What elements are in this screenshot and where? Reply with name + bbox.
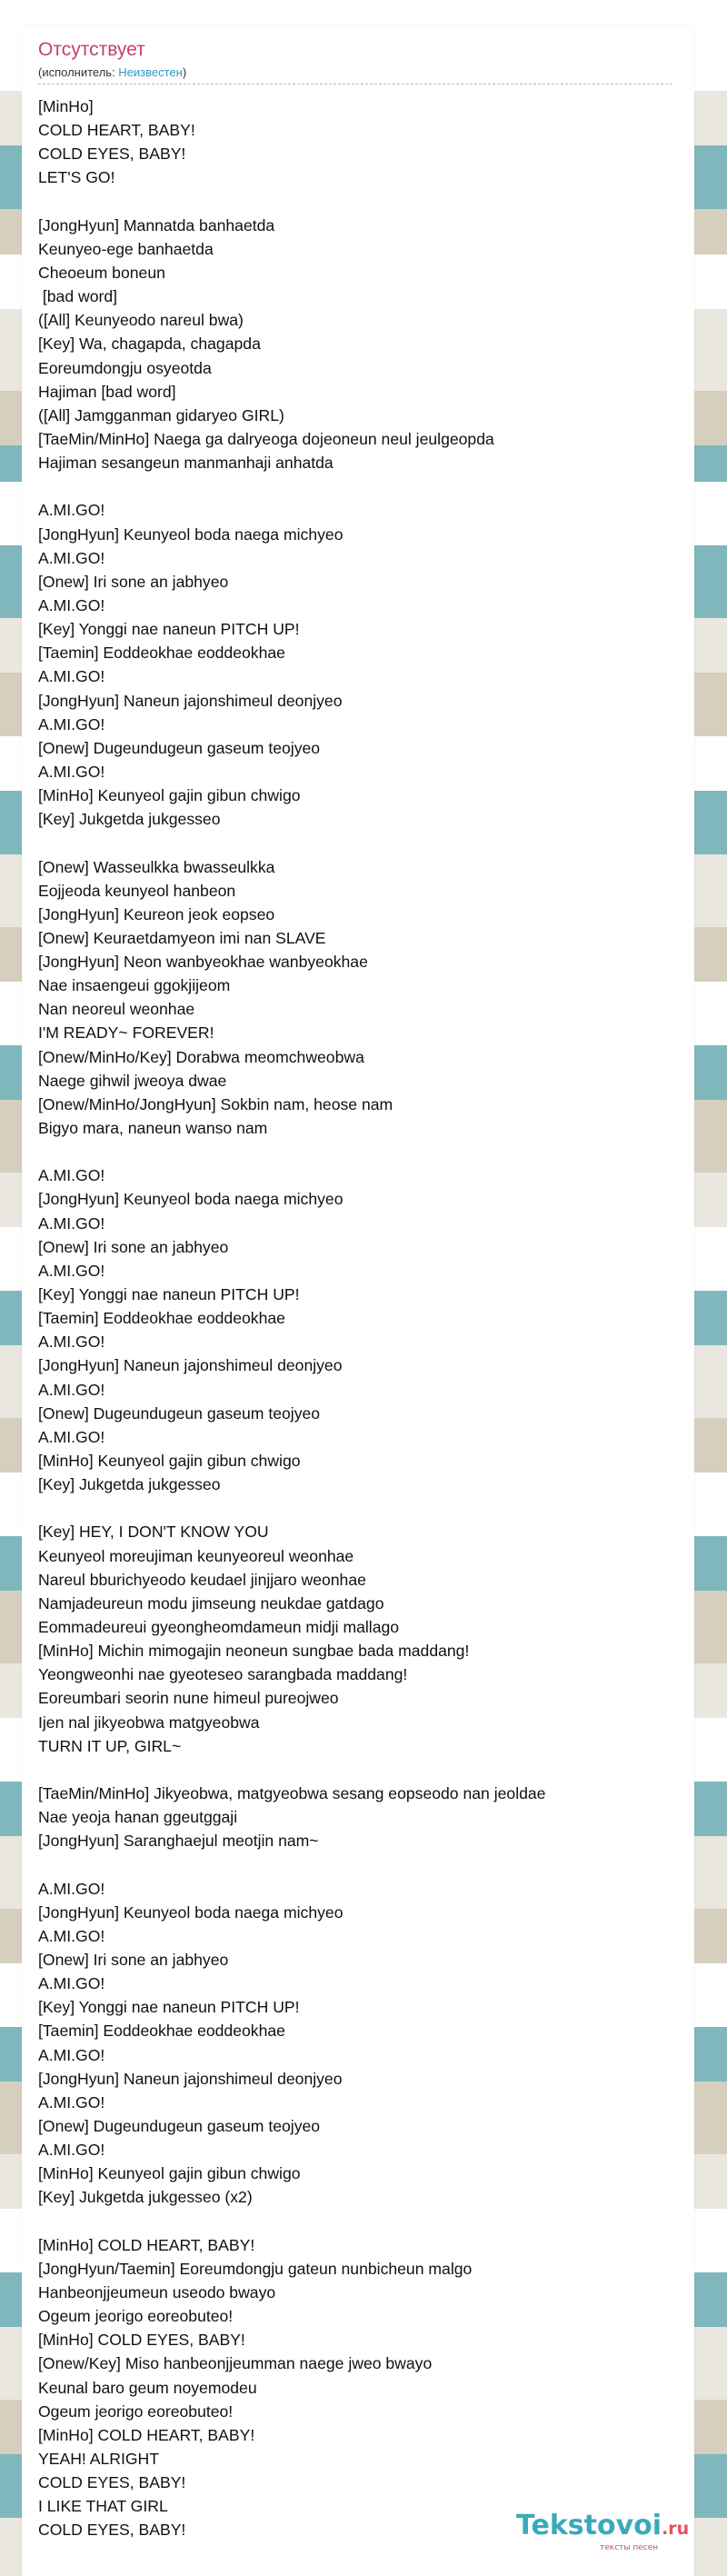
lyric-line: [Onew/MinHo/Key] Dorabwa meomchweobwa (38, 1047, 364, 1066)
lyric-line: [Onew] Wasseulkka bwasseulkka (38, 857, 275, 876)
song-title: Отсутствует (38, 39, 145, 60)
lyric-line: [MinHo] COLD HEART, BABY! (38, 2425, 255, 2444)
lyric-line: Nan neoreul weonhae (38, 1000, 195, 1019)
lyric-line: COLD EYES, BABY! (38, 145, 186, 164)
logo-tagline: тексты песен (600, 2543, 659, 2552)
lyric-line: [MinHo] (38, 97, 94, 115)
lyric-line: [JongHyun] Naneun jajonshimeul deonjyeo (38, 691, 343, 710)
artist-line (38, 65, 186, 80)
lyric-line: Yeongweonhi nae gyeoteseo sarangbada maddang! (38, 1665, 408, 1684)
lyric-line: [Key] Yonggi nae naneun PITCH UP! (38, 620, 300, 639)
lyric-line: [Taemin] Eoddeokhae eoddeokhae (38, 1309, 285, 1328)
lyric-line: [JongHyun/Taemin] Eoreumdongju gateun nunbicheun malgo (38, 2259, 473, 2278)
lyric-line: [Onew] Keuraetdamyeon imi nan SLAVE (38, 928, 326, 947)
lyric-line: [MinHo] COLD HEART, BABY! (38, 2235, 255, 2254)
lyric-line: Keunal baro geum noyemodeu (38, 2378, 257, 2397)
lyric-line: Ogeum jeorigo eoreobuteo! (38, 2307, 234, 2326)
lyric-line: A.MI.GO! (38, 2045, 105, 2064)
artist-suffix: ) (182, 65, 187, 79)
lyric-line (38, 1140, 674, 1163)
lyric-line: [Onew] Dugeundugeun gaseum teojyeo (38, 738, 321, 757)
lyric-line: [bad word] (38, 287, 118, 306)
lyric-line: A.MI.GO! (38, 714, 105, 734)
lyric-line (38, 1496, 674, 1520)
lyric-line: A.MI.GO! (38, 1974, 105, 1993)
lyric-line: A.MI.GO! (38, 548, 105, 567)
lyric-line (38, 474, 674, 498)
lyric-line (38, 1852, 674, 1876)
lyric-line: [MinHo] Keunyeol gajin gibun chwigo (38, 1452, 301, 1471)
lyric-line: I'M READY~ FOREVER! (38, 1023, 214, 1043)
lyric-line: [JongHyun] Naneun jajonshimeul deonjyeo (38, 1356, 343, 1375)
lyric-line: COLD EYES, BABY! (38, 2473, 186, 2492)
lyric-line: Hajiman sesangeun manmanhaji anhatda (38, 454, 334, 473)
lyric-line: Bigyo mara, naneun wanso nam (38, 1119, 268, 1138)
lyric-line: [JongHyun] Neon wanbyeokhae wanbyeokhae (38, 953, 368, 972)
lyric-line: [JongHyun] Saranghaejul meotjin nam~ (38, 1832, 319, 1851)
lyric-line: [Taemin] Eoddeokhae eoddeokhae (38, 2022, 285, 2041)
lyric-line: [Onew] Iri sone an jabhyeo (38, 1950, 229, 1969)
lyric-line: A.MI.GO! (38, 1926, 105, 1945)
lyric-line: [TaeMin/MinHo] Naega ga dalryeoga dojeoneun neul jeulgeopda (38, 429, 494, 448)
lyric-line: [MinHo] Michin mimogajin neoneun sungbae bada maddang! (38, 1642, 470, 1661)
lyric-line: [TaeMin/MinHo] Jikyeobwa, matgyeobwa sesang eopseodo nan jeoldae (38, 1783, 546, 1802)
lyric-line (38, 2210, 674, 2233)
lyric-line: [Onew] Dugeundugeun gaseum teojyeo (38, 2116, 321, 2135)
lyric-line: [Key] Jukgetda jukgesseo (x2) (38, 2188, 253, 2207)
lyric-line: TURN IT UP, GIRL~ (38, 1736, 182, 1755)
lyrics-text (38, 95, 674, 2541)
lyric-line: [Key] Jukgetda jukgesseo (38, 810, 221, 829)
lyric-line: [MinHo] Keunyeol gajin gibun chwigo (38, 786, 301, 805)
lyric-line: Naege gihwil jweoya dwae (38, 1071, 227, 1090)
lyric-line: Eoreumbari seorin nune himeul pureojweo (38, 1689, 339, 1708)
lyric-line: A.MI.GO! (38, 667, 105, 686)
lyrics-card (22, 25, 694, 2576)
lyric-line: [Key] Yonggi nae naneun PITCH UP! (38, 1998, 300, 2017)
lyric-line: [MinHo] COLD EYES, BABY! (38, 2331, 245, 2350)
lyric-line: [Key] Yonggi nae naneun PITCH UP! (38, 1285, 300, 1304)
lyric-line: Nareul bburichyeodo keudael jinjjaro weonhae (38, 1570, 366, 1589)
lyric-line: A.MI.GO! (38, 1427, 105, 1446)
lyric-line: A.MI.GO! (38, 1333, 105, 1352)
logo-tld: .ru (662, 2519, 690, 2539)
lyric-line: Ijen nal jikyeobwa matgyeobwa (38, 1712, 260, 1732)
lyric-line: Namjadeureun modu jimseung neukdae gatdago (38, 1593, 384, 1612)
lyric-line: Keunyeol moreujiman keunyeoreul weonhae (38, 1546, 354, 1565)
lyric-line: [Key] Jukgetda jukgesseo (38, 1475, 221, 1494)
lyric-line: [JongHyun] Naneun jajonshimeul deonjyeo (38, 2069, 343, 2088)
lyric-line: Nae insaengeui ggokjijeom (38, 976, 231, 995)
divider (38, 84, 672, 85)
lyric-line: [JongHyun] Keunyeol boda naega michyeo (38, 524, 344, 544)
lyric-line: COLD EYES, BABY! (38, 2521, 186, 2540)
lyric-line: Hajiman [bad word] (38, 382, 176, 401)
lyric-line: [Onew] Iri sone an jabhyeo (38, 1237, 229, 1256)
lyric-line: A.MI.GO! (38, 1261, 105, 1280)
lyric-line: [Onew] Iri sone an jabhyeo (38, 572, 229, 591)
lyric-line (38, 1758, 674, 1782)
site-logo[interactable] (516, 2510, 690, 2552)
lyric-line: COLD HEART, BABY! (38, 121, 195, 140)
lyric-line: [Key] HEY, I DON'T KNOW YOU (38, 1523, 269, 1542)
lyric-line: I LIKE THAT GIRL (38, 2497, 168, 2516)
lyric-line: A.MI.GO! (38, 1166, 105, 1185)
lyric-line: Eommadeureui gyeongheomdameun midji mallago (38, 1618, 400, 1636)
lyric-line: Keunyeo-ege banhaetda (38, 239, 214, 258)
artist-link[interactable]: Неизвестен (118, 65, 183, 79)
lyric-line: Ogeum jeorigo eoreobuteo! (38, 2401, 234, 2421)
lyric-line: A.MI.GO! (38, 1879, 105, 1898)
lyric-line: A.MI.GO! (38, 1213, 105, 1233)
lyric-line: A.MI.GO! (38, 501, 105, 520)
lyric-line: Eoreumdongju osyeotda (38, 358, 212, 377)
lyric-line: [MinHo] Keunyeol gajin gibun chwigo (38, 2164, 301, 2183)
lyric-line (38, 190, 674, 214)
lyric-line: A.MI.GO! (38, 595, 105, 614)
lyric-line: [JongHyun] Keunyeol boda naega michyeo (38, 1902, 344, 1922)
lyric-line: [Onew/Key] Miso hanbeonjjeumman naege jweo bwayo (38, 2354, 433, 2373)
lyric-line: A.MI.GO! (38, 2141, 105, 2160)
lyric-line: ([All] Jamgganman gidaryeo GIRL) (38, 405, 284, 424)
logo-name: Tekstovoi (516, 2510, 662, 2541)
lyric-line: [Onew] Dugeundugeun gaseum teojyeo (38, 1403, 321, 1423)
lyric-line: [Taemin] Eoddeokhae eoddeokhae (38, 644, 285, 663)
lyric-line (38, 831, 674, 854)
lyric-line: A.MI.GO! (38, 762, 105, 781)
lyric-line: [JongHyun] Keunyeol boda naega michyeo (38, 1190, 344, 1209)
lyric-line: LET'S GO! (38, 168, 115, 187)
artist-prefix: (исполнитель: (38, 65, 119, 79)
lyric-line: [Key] Wa, chagapda, chagapda (38, 334, 261, 354)
lyric-line: Hanbeonjjeumeun useodo bwayo (38, 2282, 276, 2301)
lyric-line: A.MI.GO! (38, 2092, 105, 2112)
logo-wordmark (516, 2511, 689, 2544)
lyric-line: [JongHyun] Mannatda banhaetda (38, 215, 275, 235)
lyric-line: ([All] Keunyeodo nareul bwa) (38, 311, 244, 330)
lyric-line: YEAH! ALRIGHT (38, 2449, 159, 2468)
lyric-line: [Onew/MinHo/JongHyun] Sokbin nam, heose nam (38, 1094, 393, 1113)
lyric-line: Nae yeoja hanan ggeutggaji (38, 1808, 238, 1827)
lyric-line: A.MI.GO! (38, 1380, 105, 1399)
lyric-line: [JongHyun] Keureon jeok eopseo (38, 904, 275, 924)
lyric-line: Cheoeum boneun (38, 263, 165, 282)
lyric-line: Eojjeoda keunyeol hanbeon (38, 881, 236, 900)
